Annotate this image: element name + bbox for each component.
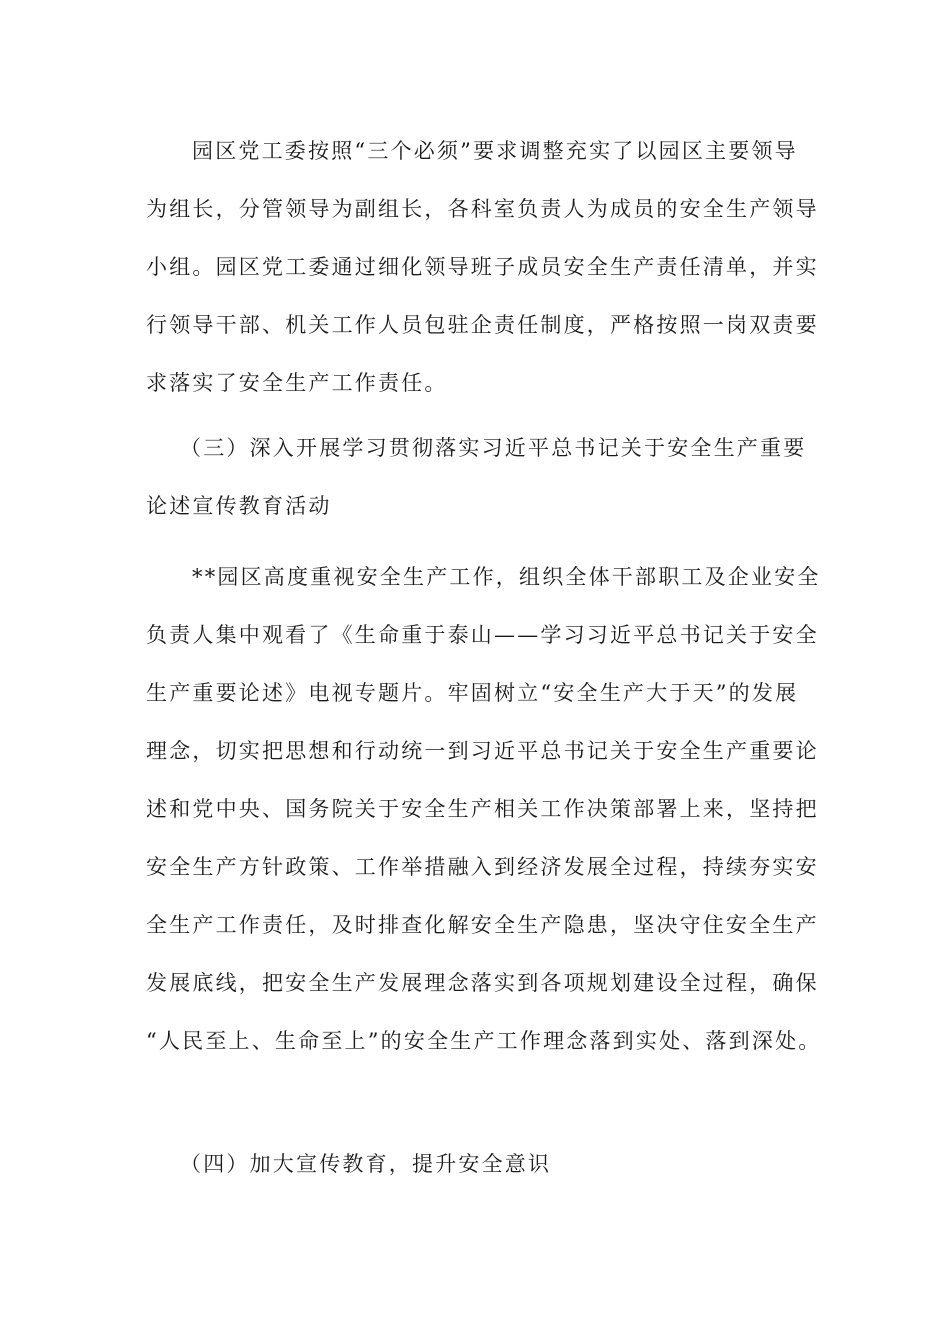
paragraph-2-line-4: 理念，切实把思想和行动统一到习近平总书记关于安全生产重要论 xyxy=(146,739,819,763)
paragraph-2-line-5: 述和党中央、国务院关于安全生产相关工作决策部署上来，坚持把 xyxy=(146,797,819,821)
paragraph-2-line-7: 全生产工作责任，及时排查化解安全生产隐患，坚决守住安全生产 xyxy=(146,913,819,937)
paragraph-2-line-3: 生产重要论述》电视专题片。牢固树立“安全生产大于天”的发展 xyxy=(146,681,799,705)
heading-4-line-1: （四）加大宣传教育，提升安全意识 xyxy=(180,1152,552,1176)
heading-3-line-2: 论述宣传教育活动 xyxy=(146,494,332,518)
paragraph-1-line-1: 园区党工委按照“三个必须”要求调整充实了以园区主要领导 xyxy=(192,139,798,163)
paragraph-2-line-2: 负责人集中观看了《生命重于泰山——学习习近平总书记关于安全 xyxy=(146,623,819,647)
paragraph-1-line-5: 求落实了安全生产工作责任。 xyxy=(146,371,448,395)
paragraph-2-line-8: 发展底线，把安全生产发展理念落实到各项规划建设全过程，确保 xyxy=(146,971,819,995)
paragraph-2-line-1: **园区高度重视安全生产工作，组织全体干部职工及企业安全 xyxy=(192,565,821,589)
paragraph-2-line-6: 安全生产方针政策、工作举措融入到经济发展全过程，持续夯实安 xyxy=(146,855,819,879)
paragraph-2-line-9: “人民至上、生命至上”的安全生产工作理念落到实处、落到深处。 xyxy=(146,1029,822,1053)
paragraph-1-line-4: 行领导干部、机关工作人员包驻企责任制度，严格按照一岗双责要 xyxy=(146,313,819,337)
heading-3-line-1: （三）深入开展学习贯彻落实习近平总书记关于安全生产重要 xyxy=(180,436,807,460)
paragraph-1-line-3: 小组。园区党工委通过细化领导班子成员安全生产责任清单，并实 xyxy=(146,255,819,279)
paragraph-1-line-2: 为组长，分管领导为副组长，各科室负责人为成员的安全生产领导 xyxy=(146,197,819,221)
